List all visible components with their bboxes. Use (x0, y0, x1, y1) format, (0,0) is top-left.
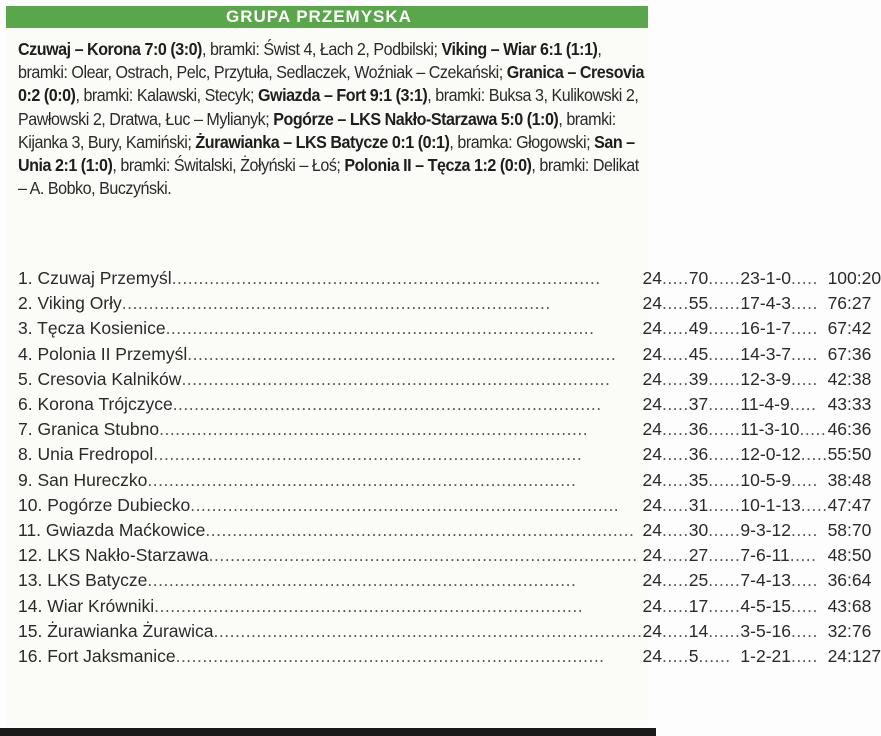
leader-dots: ..... (661, 645, 689, 666)
team-name: LKS Batycze (47, 570, 148, 591)
win-draw-loss: 17-4-3 (740, 293, 792, 314)
leader-dots: ...... (708, 419, 741, 440)
team-name: Korona Trójczyce (37, 394, 173, 415)
match-scorers: , bramki: Świtalski, Żołyński – Łoś; (112, 155, 345, 176)
win-draw-loss: 4-5-15 (740, 595, 792, 616)
leader-dots: ..... (661, 343, 689, 364)
goal-ratio: 67:36 (827, 343, 872, 364)
leader-dots: ...... (708, 394, 741, 415)
goal-ratio: 47:47 (827, 494, 872, 515)
win-draw-loss: 14-3-7 (740, 343, 792, 364)
table-row (18, 342, 881, 367)
games-played: 24 (642, 519, 662, 540)
leader-dots: ..... (661, 620, 689, 641)
team-position: 1. (18, 268, 33, 289)
leader-dots: ................................................................................ (175, 645, 605, 666)
team-name: Wiar Krówniki (47, 595, 155, 616)
leader-dots: ...... (708, 595, 741, 616)
leader-dots: ..... (661, 469, 689, 490)
match-scorers: , bramki: Delikat – A. Bobko, Buczyński. (18, 155, 639, 199)
leader-dots: ..... (661, 545, 689, 566)
match-score: Pogórze – LKS Nakło-Starzawa 5:0 (1:0) (273, 108, 559, 129)
leader-dots: ...... (708, 343, 741, 364)
match-score: San – Unia 2:1 (1:0) (18, 131, 635, 176)
leader-dots: ..... (791, 368, 818, 389)
leader-dots: ..... (791, 293, 818, 314)
games-played: 24 (642, 343, 662, 364)
points: 31 (688, 494, 709, 515)
match-result (18, 39, 442, 59)
team-position: 14. (18, 595, 43, 616)
goal-ratio: 55:50 (827, 444, 872, 465)
leader-dots: ..... (799, 419, 827, 440)
team-position: 8. (18, 444, 33, 465)
leader-dots: ..... (661, 419, 689, 440)
goal-ratio: 36:64 (827, 570, 872, 591)
team-name: Granica Stubno (37, 419, 160, 440)
leader-dots: ..... (661, 444, 689, 465)
group-title: GRUPA PRZEMYSKA (6, 6, 648, 28)
points: 30 (688, 519, 709, 540)
leader-dots: ..... (791, 570, 818, 591)
goal-ratio: 76:27 (827, 293, 872, 314)
goal-ratio: 48:50 (827, 545, 872, 566)
win-draw-loss: 11-4-9 (740, 394, 790, 415)
leader-dots: ................................................................................ (172, 394, 602, 415)
leader-dots: ..... (661, 570, 689, 591)
team-position: 15. (18, 620, 43, 641)
leader-dots: ................................................................................ (213, 620, 643, 641)
points: 17 (688, 595, 709, 616)
leader-dots: ..... (791, 645, 818, 666)
match-score: Polonia II – Tęcza 1:2 (0:0) (344, 155, 532, 176)
leader-dots: ..... (661, 318, 689, 339)
leader-dots: ..... (800, 444, 828, 465)
points: 55 (688, 293, 709, 314)
win-draw-loss: 10-5-9 (740, 469, 792, 490)
points: 36 (688, 419, 709, 440)
match-scorers: , bramki: Świst 4, Łach 2, Podbilski; (201, 39, 442, 59)
goal-ratio: 46:36 (827, 419, 872, 440)
goal-ratio: 58:70 (827, 519, 872, 540)
leader-dots: ..... (791, 469, 818, 490)
games-played: 24 (642, 368, 662, 389)
points: 39 (688, 368, 709, 389)
match-score: Gwiazda – Fort 9:1 (3:1) (258, 85, 428, 106)
win-draw-loss: 1-2-21 (740, 645, 792, 666)
points: 70 (688, 268, 709, 289)
team-position: 6. (18, 394, 33, 415)
team-position: 13. (18, 570, 43, 591)
win-draw-loss: 10-1-13 (740, 494, 801, 515)
leader-dots: ..... (800, 494, 828, 515)
team-position: 7. (18, 419, 33, 440)
team-name: Tęcza Kosienice (37, 318, 166, 339)
leader-dots: ..... (661, 268, 689, 289)
table-row (18, 493, 881, 518)
leader-dots: ..... (661, 293, 689, 314)
team-name: San Hureczko (37, 469, 148, 490)
page-edge (0, 728, 656, 736)
team-name: Czuwaj Przemyśl (37, 268, 172, 289)
games-played: 24 (642, 595, 662, 616)
leader-dots: ...... (708, 318, 741, 339)
leader-dots: ..... (791, 620, 818, 641)
match-scorers: , bramki: Kalawski, Stecyk; (75, 85, 259, 106)
team-position: 4. (18, 343, 33, 364)
team-position: 3. (18, 318, 33, 339)
match-score: Czuwaj – Korona 7:0 (3:0) (18, 39, 202, 59)
points: 36 (688, 444, 709, 465)
table-row (18, 291, 881, 316)
points: 37 (688, 394, 709, 415)
team-name: Pogórze Dubiecko (47, 494, 191, 515)
team-position: 11. (18, 519, 42, 540)
leader-dots: ...... (708, 570, 741, 591)
leader-dots: ...... (708, 444, 741, 465)
table-row (18, 392, 881, 417)
points: 35 (688, 469, 709, 490)
match-scorers: , bramki: Buksa 3, Kulikowski 2, Pawłowski 2, Dratwa, Łuc – Mylianyk; (18, 85, 639, 129)
team-position: 10. (18, 494, 43, 515)
match-scorers: , bramki: Olear, Ostrach, Pelc, Przytuła, Sedlaczek, Woźniak – Czekański; (18, 39, 602, 83)
win-draw-loss: 12-3-9 (740, 368, 792, 389)
team-name: LKS Nakło-Starzawa (47, 545, 209, 566)
games-played: 24 (642, 268, 662, 289)
points: 5 (688, 645, 699, 666)
points: 25 (688, 570, 709, 591)
match-scorers: , bramka: Głogowski; (449, 131, 595, 152)
table-row (18, 417, 881, 442)
leader-dots: ................................................................................ (154, 595, 584, 616)
leader-dots: ..... (791, 595, 818, 616)
leader-dots: ..... (791, 343, 818, 364)
team-name: Gwiazda Maćkowice (45, 519, 206, 540)
table-row (18, 316, 881, 341)
goal-ratio: 38:48 (827, 469, 872, 490)
team-position: 12. (18, 545, 43, 566)
leader-dots: ..... (791, 318, 818, 339)
games-played: 24 (642, 570, 662, 591)
team-position: 9. (18, 469, 33, 490)
team-name: Żurawianka Żurawica (47, 620, 214, 641)
games-played: 24 (642, 545, 662, 566)
leader-dots: ...... (708, 268, 741, 289)
table-row (18, 543, 881, 568)
games-played: 24 (642, 318, 662, 339)
table-row (18, 266, 881, 291)
win-draw-loss: 23-1-0 (740, 268, 792, 289)
goal-ratio: 43:68 (827, 595, 872, 616)
leader-dots: ..... (661, 494, 689, 515)
leader-dots: ................................................................................ (208, 545, 638, 566)
table-row (18, 518, 881, 543)
league-article (6, 6, 881, 726)
win-draw-loss: 7-6-11 (740, 545, 790, 566)
leader-dots: ................................................................................ (181, 368, 611, 389)
table-row (18, 619, 881, 644)
team-name: Viking Orły (37, 293, 122, 314)
win-draw-loss: 7-4-13 (740, 570, 792, 591)
leader-dots: ...... (708, 620, 741, 641)
leader-dots: ..... (791, 519, 818, 540)
leader-dots: ..... (661, 519, 689, 540)
games-played: 24 (642, 494, 662, 515)
goal-ratio: 24:127 (827, 645, 881, 666)
team-name: Cresovia Kalników (37, 368, 182, 389)
table-row (18, 593, 881, 618)
team-position: 2. (18, 293, 33, 314)
leader-dots: ................................................................................ (147, 570, 577, 591)
leader-dots: ................................................................................ (153, 444, 583, 465)
leader-dots: ................................................................................ (187, 343, 617, 364)
leader-dots: ..... (661, 595, 689, 616)
match-results (18, 38, 646, 200)
match-score: Viking – Wiar 6:1 (1:1) (441, 39, 598, 59)
win-draw-loss: 9-3-12 (740, 519, 792, 540)
team-name: Unia Fredropol (37, 444, 154, 465)
leader-dots: ..... (789, 394, 817, 415)
leader-dots: ..... (791, 268, 818, 289)
leader-dots: ................................................................................ (121, 293, 551, 314)
leader-dots: ..... (661, 394, 689, 415)
leader-dots: ................................................................................ (190, 494, 620, 515)
team-position: 16. (18, 645, 43, 666)
match-result (195, 132, 594, 152)
win-draw-loss: 3-5-16 (740, 620, 792, 641)
leader-dots: ...... (708, 494, 741, 515)
match-scorers: , bramki: Kijanka 3, Bury, Kamiński; (18, 108, 616, 152)
points: 27 (688, 545, 709, 566)
goal-ratio: 42:38 (827, 368, 872, 389)
games-played: 24 (642, 394, 662, 415)
win-draw-loss: 16-1-7 (740, 318, 792, 339)
points: 45 (688, 343, 709, 364)
match-score: Żurawianka – LKS Batycze 0:1 (0:1) (195, 131, 450, 152)
table-row (18, 644, 881, 669)
goal-ratio: 67:42 (827, 318, 872, 339)
goal-ratio: 100:20 (827, 268, 881, 289)
leader-dots: ................................................................................ (159, 419, 589, 440)
leader-dots: ..... (789, 545, 817, 566)
goal-ratio: 43:33 (827, 394, 872, 415)
team-name: Polonia II Przemyśl (37, 343, 188, 364)
leader-dots: ................................................................................ (205, 519, 635, 540)
goal-ratio: 32:76 (827, 620, 872, 641)
table-row (18, 568, 881, 593)
games-played: 24 (642, 645, 662, 666)
leader-dots: ...... (708, 519, 741, 540)
team-name: Fort Jaksmanice (47, 645, 176, 666)
team-position: 5. (18, 368, 33, 389)
win-draw-loss: 11-3-10 (740, 419, 800, 440)
table-row (18, 367, 881, 392)
leader-dots: ................................................................................ (147, 469, 577, 490)
games-played: 24 (642, 620, 662, 641)
leader-dots: ...... (698, 645, 731, 666)
leader-dots: ................................................................................ (171, 268, 601, 289)
games-played: 24 (642, 419, 662, 440)
leader-dots: ...... (708, 545, 741, 566)
table-row (18, 468, 881, 493)
leader-dots: ................................................................................ (165, 318, 595, 339)
games-played: 24 (642, 444, 662, 465)
leader-dots: ...... (708, 469, 741, 490)
games-played: 24 (642, 469, 662, 490)
match-score: Granica – Cresovia 0:2 (0:0) (18, 62, 644, 106)
points: 14 (688, 620, 709, 641)
win-draw-loss: 12-0-12 (740, 444, 801, 465)
games-played: 24 (642, 293, 662, 314)
standings-table (18, 266, 881, 669)
leader-dots: ...... (708, 293, 741, 314)
leader-dots: ...... (708, 368, 741, 389)
table-row (18, 442, 881, 467)
points: 49 (688, 318, 709, 339)
leader-dots: ..... (661, 368, 689, 389)
